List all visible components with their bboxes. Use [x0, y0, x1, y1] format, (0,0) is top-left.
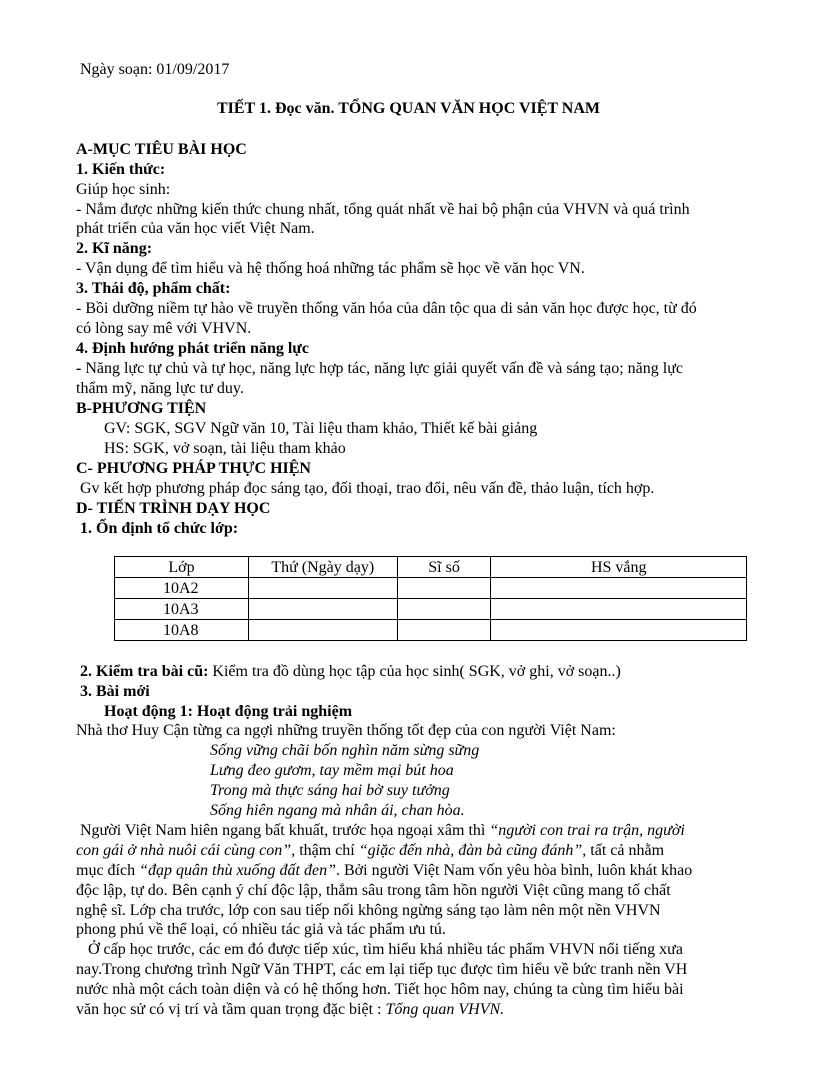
paragraph-1-line-2: [76, 841, 664, 861]
competence-line-1: [76, 359, 683, 379]
table-cell: [397, 599, 491, 620]
knowledge-heading: 1. Kiến thức:: [76, 161, 166, 178]
table-cell: [491, 599, 747, 620]
paragraph-1-line-3: [76, 861, 692, 881]
poem-intro: Nhà thơ Huy Cận từng ca ngợi những truyền thống tốt đẹp của con người Việt Nam:: [76, 722, 616, 739]
table-cell: 10A8: [115, 620, 249, 641]
text-run: mục đích: [76, 862, 140, 879]
review-line: [80, 662, 621, 682]
table-cell: 10A3: [115, 599, 249, 620]
method-line: Gv kết hợp phương pháp đọc sáng tạo, đối thoại, trao đổi, nêu vấn đề, thảo luận, tích hợp.: [80, 480, 655, 497]
table-cell: [491, 578, 747, 599]
table-header-row: [115, 557, 747, 578]
quote-run: “người con trai ra trận, người: [489, 822, 685, 839]
date-line: Ngày soạn: 01/09/2017: [80, 61, 230, 78]
quote-run: “đạp quân thù xuống đất đen”: [139, 862, 336, 879]
paragraph-1-line-5: nghệ sĩ. Lớp cha trước, lớp con sau tiếp nối không ngừng sáng tạo làm nên một nền VHVN: [76, 902, 661, 919]
header-day: Thứ (Ngày dạy): [248, 557, 397, 578]
class-table: [114, 556, 747, 641]
text-run: văn học sử có vị trí và tầm quan trọng đặc biệt :: [76, 1001, 386, 1018]
lesson-title: TIẾT 1. Đọc văn. TỔNG QUAN VĂN HỌC VIỆT NAM: [216, 100, 601, 117]
header-absent: HS vắng: [491, 557, 747, 578]
section-b-heading: B-PHƯƠNG TIỆN: [76, 400, 207, 417]
quote-run: Tổng quan VHVN.: [385, 1001, 505, 1018]
text-run: , tất cả nhằm: [582, 842, 665, 859]
table-cell: [491, 620, 747, 641]
quote-run: “giặc đến nhà, đàn bà cũng đánh”: [358, 842, 583, 859]
paragraph-2-line-4: [76, 1000, 504, 1020]
activity-1-heading: Hoạt động 1: Hoạt động trải nghiệm: [104, 703, 353, 720]
header-count: Sĩ số: [397, 557, 491, 578]
paragraph-2-line-3: nước nhà một cách toàn diện và có hệ thống hơn. Tiết học hôm nay, chúng ta cùng tìm hiểu bài: [76, 981, 684, 998]
competence-text: Năng lực tự chủ và tự học, năng lực hợp tác, năng lực giải quyết vấn đề và sáng tạo; năng lực: [81, 360, 683, 377]
poem-line-1: Sống vững chãi bốn nghìn năm sừng sững: [210, 742, 480, 759]
attitude-line-1: - Bồi dưỡng niềm tự hào về truyền thống văn hóa của dân tộc qua di sản văn học được học, từ đó: [76, 300, 697, 317]
class-organization-heading: 1. Ổn định tổ chức lớp:: [80, 520, 239, 537]
paragraph-2-line-1: Ở cấp học trước, các em đó được tiếp xúc, tìm hiểu khá nhiều tác phẩm VHVN nổi tiếng xưa: [88, 941, 683, 958]
text-run: , thậm chí: [291, 842, 359, 859]
competence-heading: 4. Định hướng phát triển năng lực: [76, 340, 309, 357]
table-cell: [397, 578, 491, 599]
competence-line-2: thẩm mỹ, năng lực tư duy.: [76, 380, 244, 397]
section-c-heading: C- PHƯƠNG PHÁP THỰC HIỆN: [76, 460, 311, 477]
student-materials: HS: SGK, vở soạn, tài liệu tham khảo: [104, 440, 346, 457]
poem-line-4: Sống hiên ngang mà nhân ái, chan hòa.: [210, 802, 465, 819]
table-row: [115, 599, 747, 620]
knowledge-line-1: - Nắm được những kiến thức chung nhất, tổng quát nhất về hai bộ phận của VHVN và quá trình: [76, 201, 690, 218]
paragraph-1-line-6: phong phú về thể loại, có nhiều tác giả và tác phẩm ưu tú.: [76, 921, 446, 938]
skills-heading: 2. Kĩ năng:: [76, 240, 153, 257]
text-run: Người Việt Nam hiên ngang bất khuất, trước họa ngoại xâm thì: [80, 822, 490, 839]
table-cell: [248, 599, 397, 620]
table-cell: 10A2: [115, 578, 249, 599]
review-text: Kiểm tra đồ dùng học tập của học sinh( SGK, vở ghi, vở soạn..): [208, 663, 621, 680]
knowledge-line-2: phát triển của văn học viết Việt Nam.: [76, 220, 315, 237]
attitude-heading: 3. Thái độ, phẩm chất:: [76, 280, 231, 297]
table-cell: [248, 620, 397, 641]
header-class: Lớp: [115, 557, 249, 578]
competence-dash: -: [76, 360, 82, 377]
table-row: [115, 620, 747, 641]
table-cell: [397, 620, 491, 641]
review-heading: 2. Kiểm tra bài cũ:: [80, 663, 209, 680]
knowledge-intro: Giúp học sinh:: [76, 181, 171, 198]
paragraph-1-line-4: độc lập, tự do. Bên cạnh ý chí độc lập, thắm sâu trong tâm hồn người Việt cũng mang tố chất: [76, 882, 671, 899]
poem-line-2: Lưng đeo gươm, tay mềm mại bút hoa: [210, 762, 454, 779]
new-lesson-heading: 3. Bài mới: [80, 683, 150, 700]
table-cell: [248, 578, 397, 599]
section-a-heading: A-MỤC TIÊU BÀI HỌC: [76, 141, 247, 158]
quote-run: con gái ở nhà nuôi cái cùng con”: [76, 842, 292, 859]
teacher-materials: GV: SGK, SGV Ngữ văn 10, Tài liệu tham khảo, Thiết kế bài giảng: [104, 420, 538, 437]
paragraph-2-line-2: nay.Trong chương trình Ngữ Văn THPT, các em lại tiếp tục được tìm hiểu về bức tranh nền VH: [76, 961, 688, 978]
poem-line-3: Trong mà thực sáng hai bờ suy tưởng: [210, 782, 450, 799]
paragraph-1-line-1: [80, 821, 685, 841]
attitude-line-2: có lòng say mê với VHVN.: [76, 320, 252, 337]
text-run: . Bởi người Việt Nam vốn yêu hòa bình, luôn khát khao: [335, 862, 693, 879]
table-row: [115, 578, 747, 599]
section-d-heading: D- TIẾN TRÌNH DẠY HỌC: [76, 500, 271, 517]
skills-line-1: - Vận dụng để tìm hiểu và hệ thống hoá những tác phẩm sẽ học về văn học VN.: [76, 260, 585, 277]
